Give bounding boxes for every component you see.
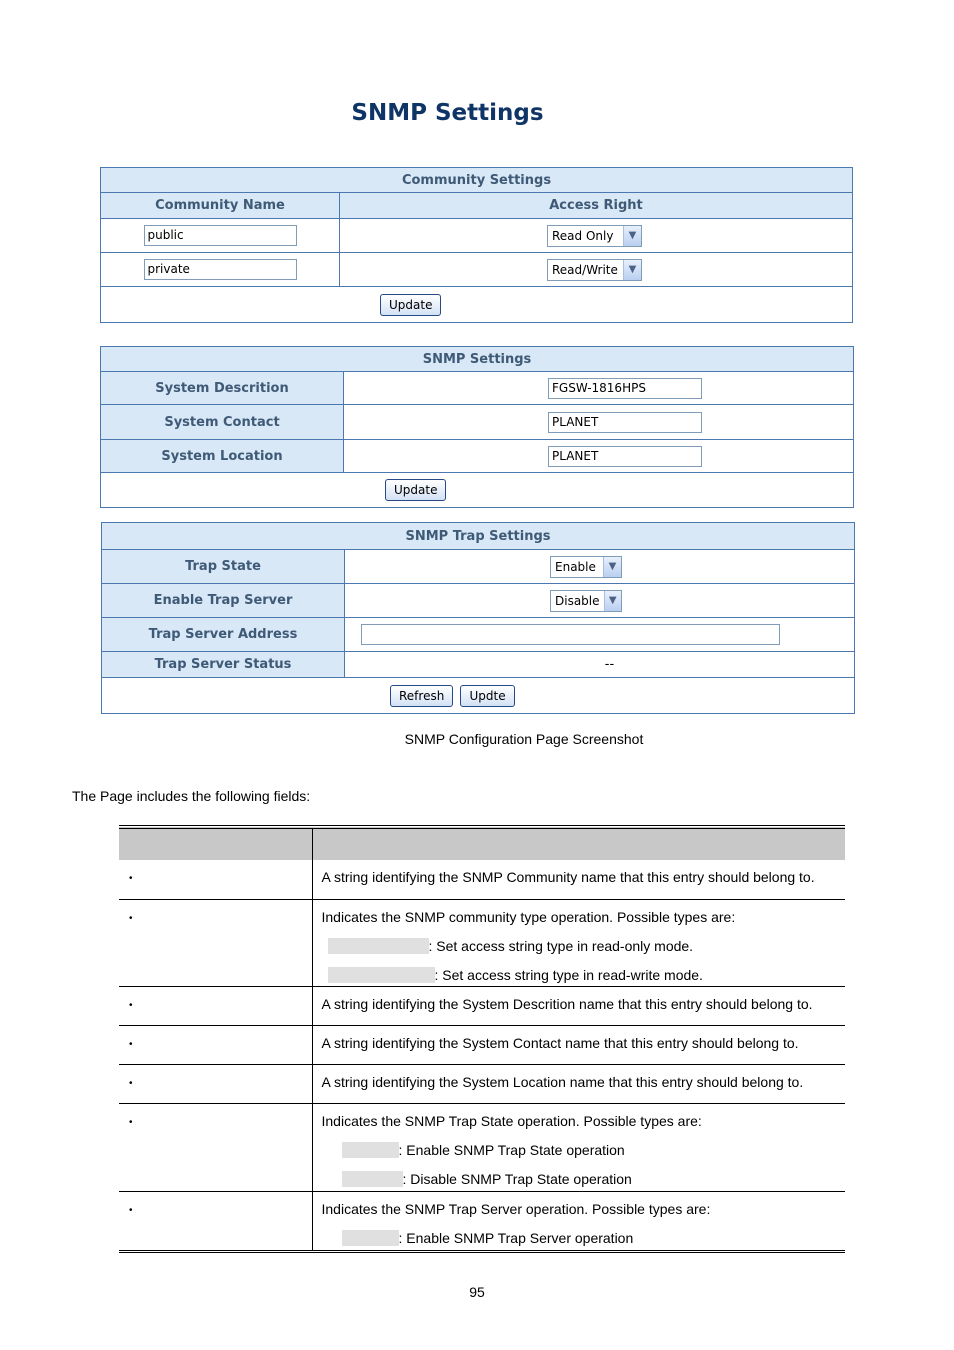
snmp-trap-settings-panel (101, 522, 855, 714)
refresh-button[interactable]: Refresh (390, 685, 453, 707)
access-right-select[interactable] (547, 259, 642, 281)
community-settings-panel (100, 167, 853, 323)
snmp-settings-panel (100, 346, 854, 508)
option-name-placeholder (342, 1230, 399, 1246)
enable-trap-server-label: Enable Trap Server (102, 584, 345, 618)
page-title: SNMP Settings (351, 100, 544, 126)
bullet: • (129, 1204, 133, 1216)
system-location-input[interactable]: PLANET (548, 446, 702, 467)
chevron-down-icon[interactable]: ▼ (623, 226, 641, 246)
table-row (119, 1191, 845, 1251)
bullet: • (129, 912, 133, 924)
community-name-input[interactable]: public (144, 225, 297, 246)
community-settings-header: Community Settings (101, 168, 853, 193)
system-location-label: System Location (101, 440, 344, 473)
object-column-header (119, 827, 312, 860)
snmp-trap-settings-header: SNMP Trap Settings (102, 523, 855, 550)
field-description-table (119, 825, 845, 1253)
trap-state-label: Trap State (102, 550, 345, 584)
table-row (119, 1103, 845, 1191)
field-description: A string identifying the SNMP Community name that this entry should belong to. (321, 869, 815, 885)
trap-server-status-value: -- (345, 652, 855, 678)
table-row (119, 1064, 845, 1103)
enable-trap-server-select[interactable] (550, 590, 622, 612)
bullet: • (129, 1038, 133, 1050)
option-description: : Enable SNMP Trap Server operation (398, 1229, 634, 1246)
table-row (119, 1025, 845, 1064)
bullet: • (129, 999, 133, 1011)
chevron-down-icon[interactable]: ▼ (603, 557, 621, 577)
field-description: Indicates the SNMP Trap Server operation. Possible types are: (321, 1200, 711, 1217)
trap-server-address-label: Trap Server Address (102, 618, 345, 652)
option-description: : Set access string type in read-only mode. (428, 937, 694, 954)
table-row (119, 986, 845, 1025)
option-name-placeholder (328, 938, 429, 954)
snmp-settings-header: SNMP Settings (101, 347, 854, 372)
field-description: A string identifying the System Contact name that this entry should belong to. (321, 1034, 799, 1051)
trap-server-status-label: Trap Server Status (102, 652, 345, 678)
field-description: A string identifying the System Location name that this entry should belong to. (321, 1073, 804, 1090)
page-number: 95 (469, 1284, 485, 1300)
trap-state-value: Enable (555, 559, 596, 574)
bullet: • (129, 873, 133, 884)
access-right-value: Read/Write (552, 262, 618, 277)
figure-caption: SNMP Configuration Page Screenshot (404, 731, 644, 747)
community-update-button[interactable]: Update (380, 294, 441, 316)
option-description: : Set access string type in read-write mode. (434, 966, 703, 983)
system-contact-label: System Contact (101, 405, 344, 440)
trap-server-address-input[interactable] (361, 624, 780, 645)
bullet: • (129, 1116, 133, 1128)
option-description: : Enable SNMP Trap State operation (398, 1141, 625, 1158)
table-header-row (119, 827, 845, 860)
option-name-placeholder (342, 1171, 403, 1187)
system-contact-input[interactable]: PLANET (548, 412, 702, 433)
field-description: Indicates the SNMP community type operation. Possible types are: (321, 908, 736, 925)
intro-text: The Page includes the following fields: (72, 788, 311, 804)
option-description: : Disable SNMP Trap State operation (402, 1170, 632, 1187)
snmp-update-button[interactable]: Update (385, 479, 446, 501)
community-name-column-header: Community Name (101, 193, 340, 219)
system-description-input[interactable]: FGSW-1816HPS (548, 378, 702, 399)
trap-state-select[interactable] (550, 556, 622, 578)
description-column-header (312, 827, 845, 860)
trap-update-button[interactable]: Updte (460, 685, 514, 707)
chevron-down-icon[interactable]: ▼ (623, 260, 641, 280)
table-row (119, 860, 845, 899)
community-name-input[interactable]: private (144, 259, 297, 280)
option-name-placeholder (342, 1142, 399, 1158)
option-name-placeholder (328, 967, 435, 983)
bullet: • (129, 1077, 133, 1089)
access-right-select[interactable] (547, 225, 642, 247)
enable-trap-server-value: Disable (555, 593, 600, 608)
chevron-down-icon[interactable]: ▼ (604, 591, 621, 611)
field-description: Indicates the SNMP Trap State operation. Possible types are: (321, 1112, 702, 1129)
table-row (119, 899, 845, 986)
field-description: A string identifying the System Descrition name that this entry should belong to. (321, 995, 813, 1012)
access-right-column-header: Access Right (340, 193, 853, 219)
access-right-value: Read Only (552, 228, 614, 243)
system-description-label: System Descrition (101, 372, 344, 405)
